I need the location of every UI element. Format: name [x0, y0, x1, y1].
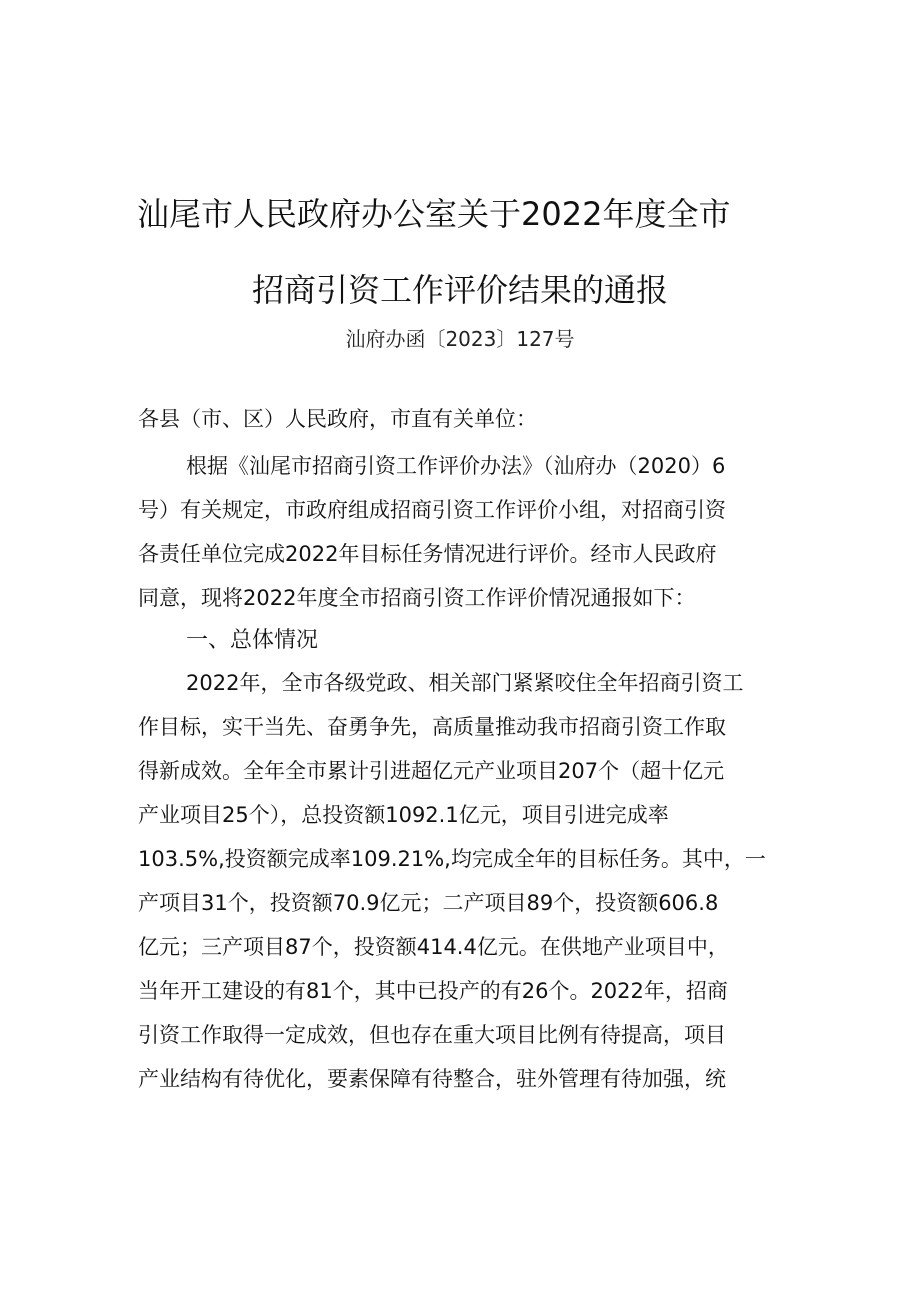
paragraph-1-line: 同意，现将2022年度全市招商引资工作评价情况通报如下： — [138, 586, 696, 610]
document-number: 汕府办函〔2023〕127号 — [345, 327, 575, 351]
paragraph-2-line: 作目标，实干当先、奋勇争先，高质量推动我市招商引资工作取 — [138, 715, 726, 739]
document-title-line-1: 汕尾市人民政府办公室关于2022年度全市 — [137, 195, 731, 233]
paragraph-2-line: 当年开工建设的有81个，其中已投产的有26个。2022年，招商 — [138, 979, 728, 1003]
paragraph-2-line: 产项目31个，投资额70.9亿元；二产项目89个，投资额606.8 — [138, 891, 719, 915]
paragraph-2-line: 亿元；三产项目87个，投资额414.4亿元。在供地产业项目中， — [138, 935, 729, 959]
paragraph-2-line: 引资工作取得一定成效，但也存在重大项目比例有待提高，项目 — [138, 1023, 726, 1047]
paragraph-2-line: 产业项目25个），总投资额1092.1亿元，项目引进完成率 — [138, 803, 669, 827]
salutation: 各县（市、区）人民政府，市直有关单位： — [138, 407, 537, 431]
paragraph-1-line: 根据《汕尾市招商引资工作评价办法》（汕府办（2020）6 — [186, 454, 726, 478]
section-heading: 一、总体情况 — [186, 628, 319, 653]
paragraph-1-line: 各责任单位完成2022年目标任务情况进行评价。经市人民政府 — [138, 542, 717, 566]
document-title-line-2: 招商引资工作评价结果的通报 — [251, 271, 668, 309]
paragraph-2-line: 2022年，全市各级党政、相关部门紧紧咬住全年招商引资工 — [186, 671, 744, 695]
paragraph-2-line: 得新成效。全年全市累计引进超亿元产业项目207个（超十亿元 — [138, 759, 725, 783]
paragraph-1-line: 号）有关规定，市政府组成招商引资工作评价小组，对招商引资 — [138, 498, 726, 522]
paragraph-2-line: 103.5%,投资额完成率109.21%,均完成全年的目标任务。其中，一 — [138, 847, 766, 871]
paragraph-2-line: 产业结构有待优化，要素保障有待整合，驻外管理有待加强，统 — [138, 1067, 726, 1091]
